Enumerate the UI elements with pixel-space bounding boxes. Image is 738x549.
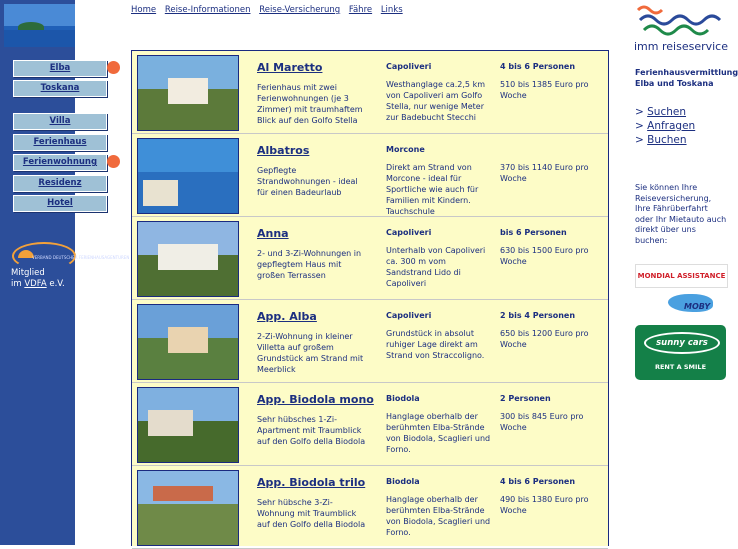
sidebar-item-villa[interactable]: Villa <box>13 113 107 130</box>
logo-sea <box>4 30 75 47</box>
sidebar-item-ferienwohnung[interactable]: Ferienwohnung <box>13 154 107 171</box>
listing-row <box>132 466 608 549</box>
listing-name[interactable]: App. Biodola trilo <box>257 476 366 489</box>
listing-row <box>132 300 608 383</box>
listing-location-description: Direkt am Strand von Morcone - ideal für Sportliche wie auch für Familien mit Kindern. Tauchschule <box>386 163 479 216</box>
listing-name[interactable]: App. Alba <box>257 310 317 323</box>
listing-photo[interactable] <box>137 138 239 214</box>
listing-price: 650 bis 1200 Euro pro Woche <box>500 329 589 349</box>
listing-row <box>132 51 608 134</box>
listing-description: Sehr hübsches 1-Zi-Apartment mit Traumblick auf den Golfo della Biodola <box>257 415 366 446</box>
member-suffix: e.V. <box>46 279 65 289</box>
listing-location: Capoliveri <box>386 228 432 237</box>
listing-name[interactable]: Anna <box>257 227 289 240</box>
listing-description: 2- und 3-Zi-Wohnungen in gepflegtem Haus mit großen Terrassen <box>257 249 362 280</box>
listing-price: 370 bis 1140 Euro pro Woche <box>500 163 589 183</box>
listing-location: Morcone <box>386 145 425 154</box>
listing-description: Sehr hübsche 3-Zi-Wohnung mit Traumblick auf den Golfo della Biodola <box>257 498 366 529</box>
active-dot-icon <box>107 155 120 168</box>
imm-wave-logo-icon[interactable] <box>634 4 727 38</box>
top-navigation <box>131 5 409 15</box>
listing-price: 510 bis 1385 Euro pro Woche <box>500 80 589 100</box>
listing-photo[interactable] <box>137 387 239 463</box>
vdfa-logo[interactable] <box>12 242 130 270</box>
moby-logo[interactable] <box>640 290 720 320</box>
member-line1: Mitglied <box>11 268 45 278</box>
moby-label: MOBY <box>684 302 711 311</box>
link-suchen[interactable]: > Suchen <box>635 106 687 118</box>
listing-photo[interactable] <box>137 55 239 131</box>
link-anfragen[interactable]: > Anfragen <box>635 120 696 132</box>
nav-faehre[interactable]: Fähre <box>348 5 373 15</box>
listing-persons: 2 bis 4 Personen <box>500 311 576 320</box>
listing-name[interactable]: App. Biodola mono <box>257 393 374 406</box>
sunny-cars-label: sunny cars <box>644 332 720 354</box>
listing-location-description: Hanglage oberhalb der berühmten Elba-Strände von Biodola, Scaglieri und Forno. <box>386 495 491 537</box>
sidebar-item-toskana[interactable]: Toskana <box>13 80 107 97</box>
member-prefix: im <box>11 279 25 289</box>
listing-name[interactable]: Al Maretto <box>257 61 323 74</box>
sunny-cars-logo[interactable] <box>635 325 726 380</box>
listing-photo[interactable] <box>137 221 239 297</box>
nav-reise-informationen[interactable]: Reise-Informationen <box>164 5 251 15</box>
listing-row <box>132 383 608 466</box>
listing-photo[interactable] <box>137 470 239 546</box>
sunny-cars-slogan: RENT A SMILE <box>654 363 707 371</box>
island-logo[interactable] <box>4 4 75 47</box>
nav-home[interactable]: Home <box>131 5 157 15</box>
mondial-logo[interactable]: MONDIAL ASSISTANCE <box>635 264 728 288</box>
link-buchen[interactable]: > Buchen <box>635 134 687 146</box>
listing-persons: 4 bis 6 Personen <box>500 477 576 486</box>
brand-name: imm reiseservice <box>634 40 728 53</box>
sidebar-item-residenz[interactable]: Residenz <box>13 175 107 192</box>
sidebar-item-ferienhaus[interactable]: Ferienhaus <box>13 134 107 151</box>
listing-description: 2-Zi-Wohnung in kleiner Villetta auf großem Grundstück am Strand mit Meerblick <box>257 332 364 374</box>
listing-description: Ferienhaus mit zwei Ferienwohnungen (je 3 Zimmer) mit traumhaftem Blick auf den Golfo Stella <box>257 83 363 125</box>
listing-location: Biodola <box>386 394 420 403</box>
listing-location-description: Unterhalb von Capoliveri ca. 300 m vom Sandstrand Lido di Capoliveri <box>386 246 486 288</box>
sidebar-item-elba[interactable]: Elba <box>13 60 107 77</box>
listing-price: 490 bis 1380 Euro pro Woche <box>500 495 589 515</box>
listing-price: 630 bis 1500 Euro pro Woche <box>500 246 589 266</box>
active-dot-icon <box>107 61 120 74</box>
listings-panel <box>131 50 609 546</box>
listing-photo[interactable] <box>137 304 239 380</box>
listing-location-description: Westhanglage ca.2,5 km von Capoliveri am Golfo Stella, nur wenige Meter zur Badebucht Stecchi <box>386 80 485 122</box>
vdfa-link[interactable]: VDFA <box>24 279 47 289</box>
listing-location-description: Hanglage oberhalb der berühmten Elba-Strände von Biodola, Scaglieri und Forno. <box>386 412 491 454</box>
sidebar-item-hotel[interactable]: Hotel <box>13 195 107 212</box>
nav-reise-versicherung[interactable]: Reise-Versicherung <box>259 5 341 15</box>
listing-persons: 2 Personen <box>500 394 551 403</box>
right-column <box>634 0 738 545</box>
listing-row <box>132 134 608 217</box>
listing-location: Biodola <box>386 477 420 486</box>
nav-links[interactable]: Links <box>380 5 403 15</box>
listing-row <box>132 217 608 300</box>
listing-location-description: Grundstück in absolut ruhiger Lage direkt am Strand von Straccoligno. <box>386 329 485 360</box>
listing-description: Gepflegte Strandwohnungen - ideal für einen Badeurlaub <box>257 166 358 197</box>
booking-info: Sie können Ihre Reiseversicherung, Ihre Fährüberfahrt oder Ihr Mietauto auch direkt über uns buchen: <box>635 183 727 245</box>
listing-persons: bis 6 Personen <box>500 228 567 237</box>
listing-persons: 4 bis 6 Personen <box>500 62 576 71</box>
membership-note <box>11 268 65 290</box>
listing-price: 300 bis 845 Euro pro Woche <box>500 412 584 432</box>
listing-name[interactable]: Albatros <box>257 144 310 157</box>
listing-location: Capoliveri <box>386 311 432 320</box>
brand-subtitle: Ferienhausvermittlung Elba und Toskana <box>635 68 738 88</box>
vdfa-logo-text: VERBAND DEUTSCHER FERIENHAUSAGENTUREN <box>32 255 130 260</box>
listing-location: Capoliveri <box>386 62 432 71</box>
booking-links <box>635 105 695 147</box>
